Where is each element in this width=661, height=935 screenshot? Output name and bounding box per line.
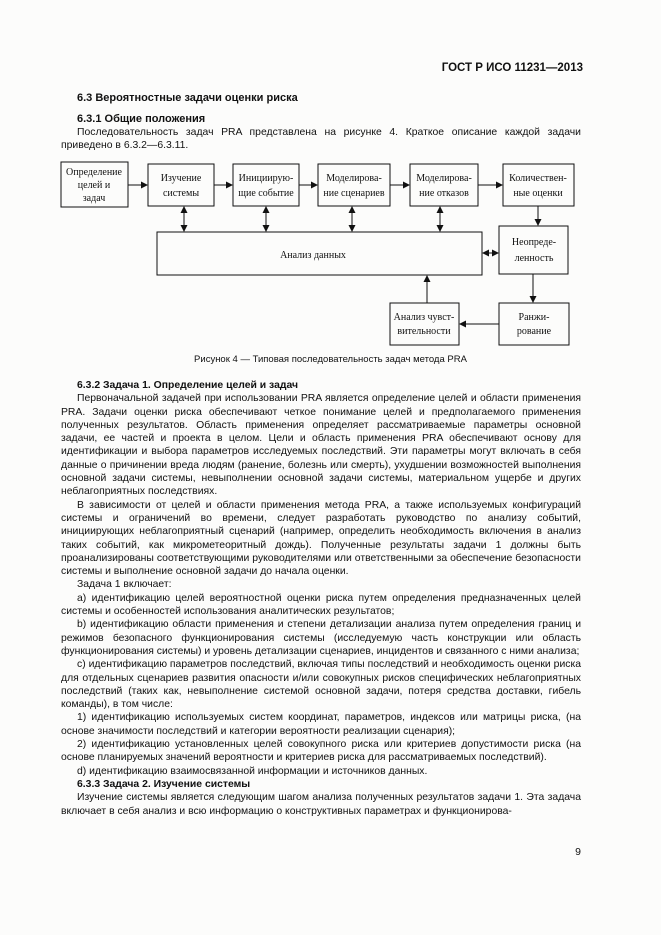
- standard-number: ГОСТ Р ИСО 11231—2013: [441, 62, 583, 74]
- box-quantitative: [503, 164, 574, 206]
- box-study: [148, 164, 214, 206]
- task-sequence-diagram: [0, 0, 661, 380]
- box-scenarios: [318, 164, 390, 206]
- list-item-c1: 1) идентификацию используемых систем координат, параметров, индексов или матрицы риска, (на основе значимости последствий и категории вероятности реализации сценария);: [61, 712, 581, 737]
- box-sensitivity: [390, 303, 459, 345]
- list-item-d: d) идентификацию взаимосвязанной информации и источников данных.: [77, 765, 428, 777]
- list-item-c2: 2) идентификацию установленных целей совокупного риска или критериев допустимости риска (на основе планируемых значений вероятности и критериев риска для рассматриваемых последствий).: [61, 739, 581, 764]
- paragraph: Первоначальной задачей при использовании PRA является определение целей и области применения PRA. Задачи оценки риска обеспечивают четкое понимание целей и предполагаемого применения полученных результатов. Область применения определяет рассматриваемые параметры основной задачи, ее частей и проекта в целом. Цели и область применения PRA обеспечивают основу для идентификации и выбора параметров исследуемых последствий. Эти параметры могут включать в себя данные о причинении вреда людям (ранение, болезнь или смерть), ухудшении возможностей выполнения основной задачи системы, невыполнении основной задачи системы, материальном ущербе и других неблагоприятных последствиях.: [61, 393, 581, 498]
- intro-text: Последовательность задач PRA представлена на рисунке 4. Краткое описание каждой задачи приведено в 6.3.2—6.3.11.: [61, 127, 581, 152]
- box-initiating: [233, 164, 299, 206]
- figure-caption: Рисунок 4 — Типовая последовательность задач метода PRA: [194, 354, 467, 365]
- box-ranking: [499, 303, 569, 345]
- label-initiating: Инициирую-щие событие: [238, 173, 294, 199]
- label-goals: Определение целей и задач: [66, 167, 122, 204]
- label-sensitivity: Анализ чувст-вительности: [393, 312, 455, 337]
- section-title: 6.3 Вероятностные задачи оценки риска: [77, 92, 298, 104]
- paragraph: В зависимости от целей и области применения метода PRA, а также используемых конфигураций системы и ограничений во времени, следует разработать руководство по анализу событий, инициирующих неблагоприятный сценарий (например, определить необходимость включения в анализ таких событий, как микрометеоритный дождь). Полученные результаты задачи 1 должны быть проанализированы соответствующими руководителями или ответственными за обеспечение безопасности системы и выполнение основной задачи до начала оценки.: [61, 499, 581, 578]
- list-item-a: а) идентификацию целей вероятностной оценки риска путем определения предназначенных целей системы и особенностей использования аналитических результатов;: [61, 592, 581, 618]
- paragraph: Изучение системы является следующим шагом анализа полученных результатов задачи 1. Эта задача включает в себя анализ и всю информацию о конструктивных параметрах и функционирова-: [61, 792, 581, 817]
- heading-632: 6.3.2 Задача 1. Определение целей и задач: [77, 380, 298, 391]
- label-study: Изучение системы: [160, 173, 202, 199]
- heading-633: 6.3.3 Задача 2. Изучение системы: [77, 778, 251, 790]
- label-failures: Моделирова-ние отказов: [416, 173, 472, 199]
- subsection-title: 6.3.1 Общие положения: [77, 113, 206, 125]
- label-ranking: Ранжи-рование: [516, 312, 552, 337]
- list-item-c: c) идентификацию параметров последствий, включая типы последствий и необходимость оценки риска для отдельных сценариев развития опасности и/или совокупных рисков специфических неблагоприятных последствий (таких как, невыполнение системой основной задачи, потеря средства доставки, гибель команды), в том числе:: [61, 659, 581, 711]
- box-uncertainty: [499, 226, 568, 274]
- body-text: [61, 379, 581, 818]
- label-scenarios: Моделирова-ние сценариев: [323, 173, 385, 199]
- box-failures: [410, 164, 478, 206]
- label-analysis: Анализ данных: [280, 250, 346, 261]
- page-number: 9: [575, 846, 581, 858]
- list-item-b: b) идентификацию области применения и степени детализации анализа путем определения границ и режимов безопасного функционирования системы (исследуемую часть конструкции или область функционирования системы) и уровень детализации сценариев, инцидентов и связанного с ними анализа;: [61, 619, 581, 657]
- paragraph: Задача 1 включает:: [77, 579, 172, 591]
- label-quantitative: Количествен-ные оценки: [509, 173, 567, 199]
- label-uncertainty: Неопреде-ленность: [511, 237, 557, 264]
